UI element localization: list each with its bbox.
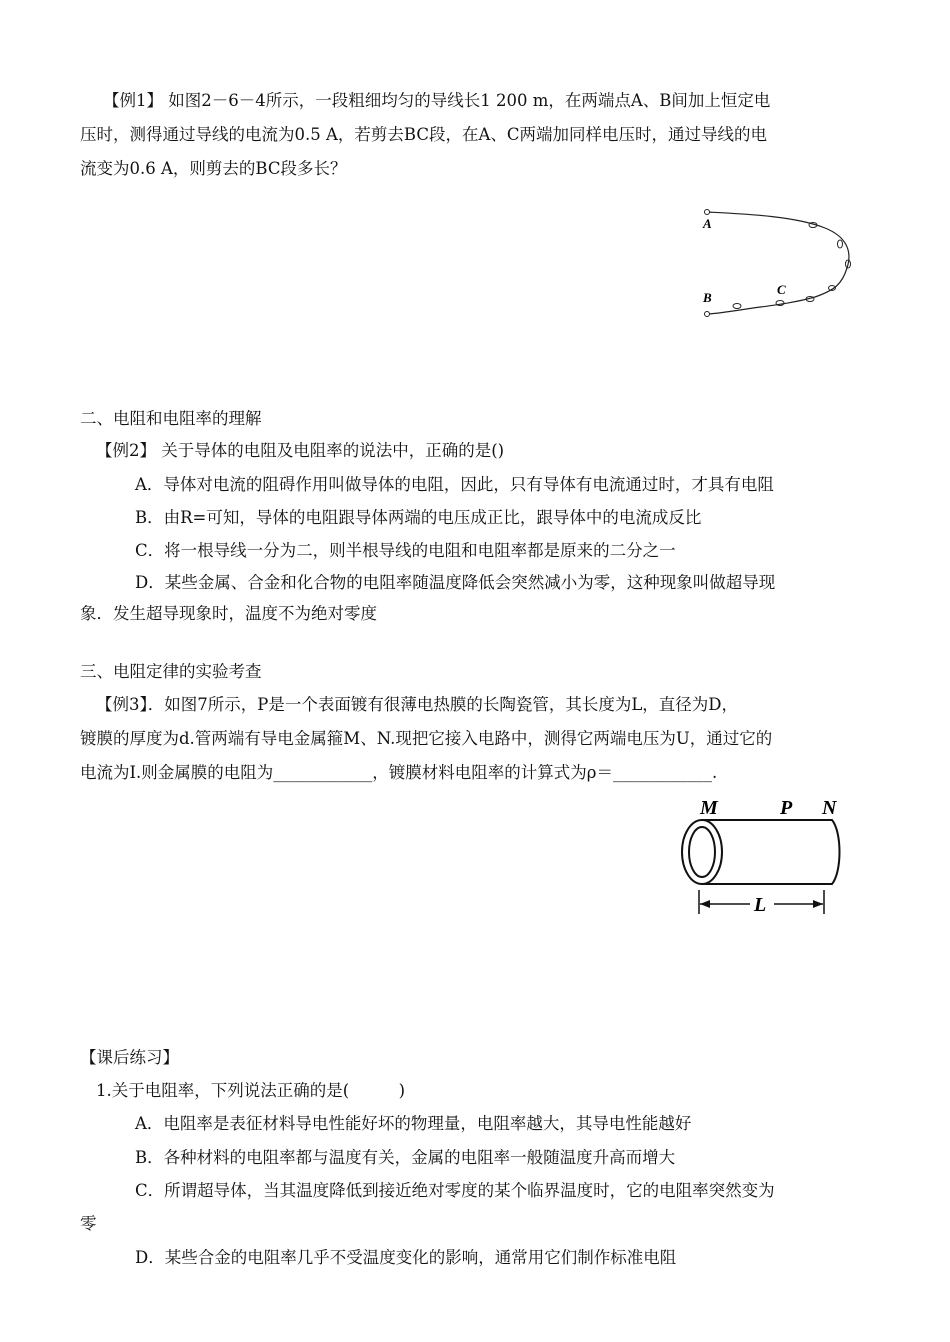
label-l: L (754, 894, 767, 916)
example2-option-c: C．将一根导线一分为二，则半根导线的电阻和电阻率都是原来的二分之一 (135, 541, 676, 560)
practice-heading: 【课后练习】 (80, 1048, 179, 1067)
label-p: P (780, 797, 793, 819)
example1-tag: 【例1】 (103, 91, 163, 110)
terminal-b-dot (705, 312, 710, 317)
practice-option-c: C．所谓超导体，当其温度降低到接近绝对零度的某个临界温度时，它的电阻率突然变为 (135, 1181, 775, 1200)
practice-option-c-cont: 零 (80, 1214, 97, 1233)
tube-figure (672, 792, 852, 922)
example1-line2: 压时，测得通过导线的电流为0.5 A，若剪去BC段，在A、C两端加同样电压时，通过导线的电 (80, 125, 767, 144)
example3-line3: 电流为I.则金属膜的电阻为____________，镀膜材料电阻率的计算式为ρ＝____________. (80, 763, 718, 782)
example2-option-b: B．由R=可知，导体的电阻跟导体两端的电压成正比，跟导体中的电流成反比 (135, 508, 702, 527)
example3-line1: 【例3】．如图7所示，P是一个表面镀有很薄电热膜的长陶瓷管，其长度为L，直径为D， (96, 695, 739, 714)
example2-question: 【例2】 关于导体的电阻及电阻率的说法中，正确的是() (96, 441, 505, 460)
terminal-a-dot (705, 210, 710, 215)
example1-line1 (103, 90, 770, 112)
wire-diagram (695, 200, 865, 330)
wire-figure (695, 200, 865, 330)
section3-heading: 三、电阻定律的实验考查 (80, 662, 262, 681)
tube-diagram (672, 792, 852, 922)
example2-option-a: A．导体对电流的阻碍作用叫做导体的电阻，因此，只有导体有电流通过时，才具有电阻 (135, 475, 774, 494)
example2-option-d-cont: 象．发生超导现象时，温度不为绝对零度 (80, 604, 377, 623)
label-b: B (703, 290, 712, 305)
label-n: N (822, 797, 837, 819)
practice-option-a: A．电阻率是表征材料导电性能好坏的物理量，电阻率越大，其导电性能越好 (135, 1114, 692, 1133)
example1-text: 如图2－6－4所示，一段粗细均匀的导线长1 200 m，在两端点A、B间加上恒定电 (168, 91, 771, 110)
label-m: M (700, 797, 718, 819)
label-c: C (777, 282, 786, 297)
example1-line3: 流变为0.6 A，则剪去的BC段多长？ (80, 159, 347, 178)
section2-heading: 二、电阻和电阻率的理解 (80, 409, 262, 428)
practice-option-b: B．各种材料的电阻率都与温度有关，金属的电阻率一般随温度升高而增大 (135, 1148, 676, 1167)
example3-line2: 镀膜的厚度为d.管两端有导电金属箍M、N.现把它接入电路中，测得它两端电压为U，通过它的 (80, 729, 773, 748)
example2-option-d: D．某些金属、合金和化合物的电阻率随温度降低会突然减小为零，这种现象叫做超导现 (135, 573, 776, 592)
label-a: A (703, 216, 712, 231)
practice-option-d: D．某些合金的电阻率几乎不受温度变化的影响，通常用它们制作标准电阻 (135, 1248, 677, 1267)
practice-q1: 1.关于电阻率，下列说法正确的是( ) (96, 1081, 406, 1100)
